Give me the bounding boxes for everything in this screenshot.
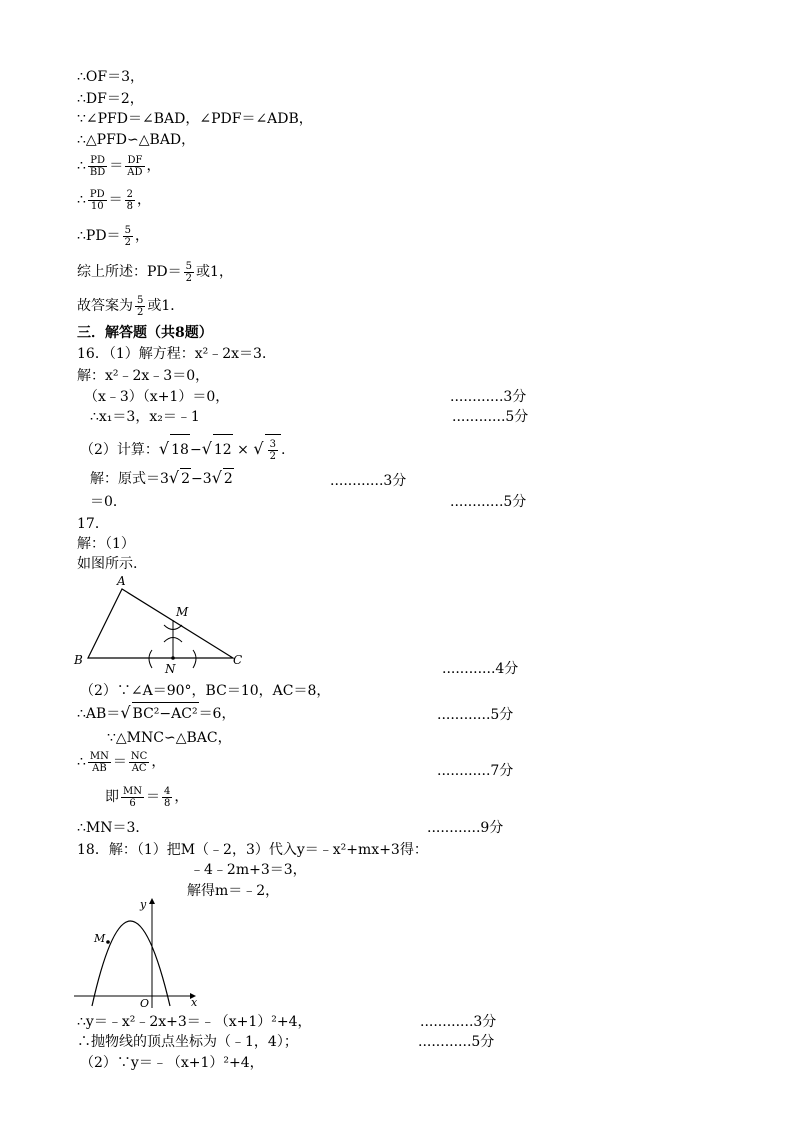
line: （x﹣3）（x+1）＝0， (84, 389, 230, 405)
line: ∴AB＝√ BC²−AC²＝6， (77, 702, 235, 725)
fraction-line: ∴PD＝ $\frac{5}{2}$ ， (77, 224, 149, 248)
fraction: $\frac{5}{2}$ (137, 294, 144, 318)
line: 解：x²﹣2x﹣3＝0， (77, 368, 210, 384)
score: ............7分 (437, 763, 514, 779)
score: ............9分 (427, 820, 504, 836)
fraction-line: ∴ $\frac{MN}{AB}$ ＝ $\frac{NC}{AC}$ ， (77, 750, 166, 774)
fraction: $\frac{4}{8}$ (164, 785, 171, 809)
line: ∴DF＝2， (77, 91, 144, 107)
line: ∵△MNC∽△BAC， (107, 730, 232, 746)
question-16: 16．（1）解方程：x²﹣2x＝3． (77, 346, 276, 362)
label-a: A (117, 574, 126, 588)
label-m: M (176, 605, 189, 619)
fraction: $\frac{NC}{AC}$ (130, 750, 148, 774)
fraction-line: ∴ $\frac{PD}{BD}$ ＝ $\frac{DF}{AD}$ ， (77, 154, 161, 178)
triangle (88, 589, 233, 658)
line: ∴y＝﹣x²﹣2x+3＝﹣（x+1）²+4， (77, 1014, 312, 1030)
fraction: $\frac{3}{2}$ (269, 438, 276, 462)
score: ............5分 (418, 1034, 495, 1050)
line: ∴x₁＝3，x₂＝﹣1 (90, 409, 200, 425)
score: ............5分 (437, 707, 514, 723)
triangle-figure (70, 572, 260, 676)
label-o: O (140, 997, 150, 1010)
label-x: x (191, 996, 198, 1009)
line: ∴△PFD∽△BAD， (77, 132, 196, 148)
score: ............3分 (450, 389, 527, 405)
line: 解：（1） (77, 536, 135, 552)
line: ∵∠PFD＝∠BAD，∠PDF＝∠ADB， (77, 111, 313, 127)
label-b: B (74, 653, 83, 667)
score: ............3分 (330, 473, 407, 489)
score: ............5分 (450, 494, 527, 510)
line: ﹣4﹣2m+3＝3， (190, 862, 307, 878)
arc (193, 650, 196, 668)
y-axis-arrow (149, 898, 155, 904)
fraction: $\frac{MN}{AB}$ (89, 750, 109, 774)
score: ............5分 (452, 409, 529, 425)
line: ∴MN＝3． (77, 820, 150, 836)
fraction-line: 综上所述：PD＝ $\frac{5}{2}$ 或1， (77, 260, 233, 284)
label-c: C (233, 653, 243, 667)
fraction: $\frac{PD}{10}$ (89, 188, 105, 212)
label-n: N (165, 662, 176, 676)
fraction: $\frac{2}{8}$ (126, 188, 134, 212)
fraction: $\frac{DF}{AD}$ (127, 154, 143, 178)
fraction: $\frac{PD}{BD}$ (89, 154, 106, 178)
point-n (171, 656, 175, 660)
line: ∴OF＝3， (77, 69, 145, 85)
label-y: y (140, 898, 147, 911)
point-m (106, 940, 110, 944)
fraction: $\frac{5}{2}$ (185, 260, 193, 284)
line: （2）∵∠A＝90°，BC＝10，AC＝8， (80, 683, 331, 699)
question-18: 18．解：（1）把M（﹣2，3）代入y＝﹣x²+mx+3得： (77, 842, 428, 858)
parabola-figure (72, 896, 204, 1010)
fraction: $\frac{5}{2}$ (124, 224, 131, 248)
line: ∴抛物线的顶点坐标为（﹣1，4）； (77, 1034, 298, 1050)
question-16-part-2: （2）计算：√ 18−√ 12 × √ $\frac{3}{2}$ . (80, 434, 285, 465)
line: ＝0． (90, 494, 127, 510)
score: ............3分 (420, 1014, 497, 1030)
fraction: $\frac{MN}{6}$ (123, 785, 142, 809)
label-m: M (94, 932, 106, 945)
score: ............4分 (442, 661, 519, 677)
fraction-line: 即 $\frac{MN}{6}$ ＝ $\frac{4}{8}$ ， (105, 785, 189, 809)
line: 解得m＝﹣2， (187, 883, 280, 899)
line: 解：原式＝3√ 2−3√ 2 (90, 468, 233, 487)
line: 如图所示. (77, 556, 138, 572)
line: （2）∵y＝﹣（x+1）²+4， (80, 1055, 264, 1071)
question-17: 17． (77, 516, 109, 532)
arc (149, 650, 152, 668)
fraction-line: ∴ $\frac{PD}{10}$ ＝ $\frac{2}{8}$ ， (77, 188, 152, 212)
fraction-line: 故答案为 $\frac{5}{2}$ 或1． (77, 294, 185, 318)
section-heading: 三．解答题（共8题） (77, 325, 213, 341)
